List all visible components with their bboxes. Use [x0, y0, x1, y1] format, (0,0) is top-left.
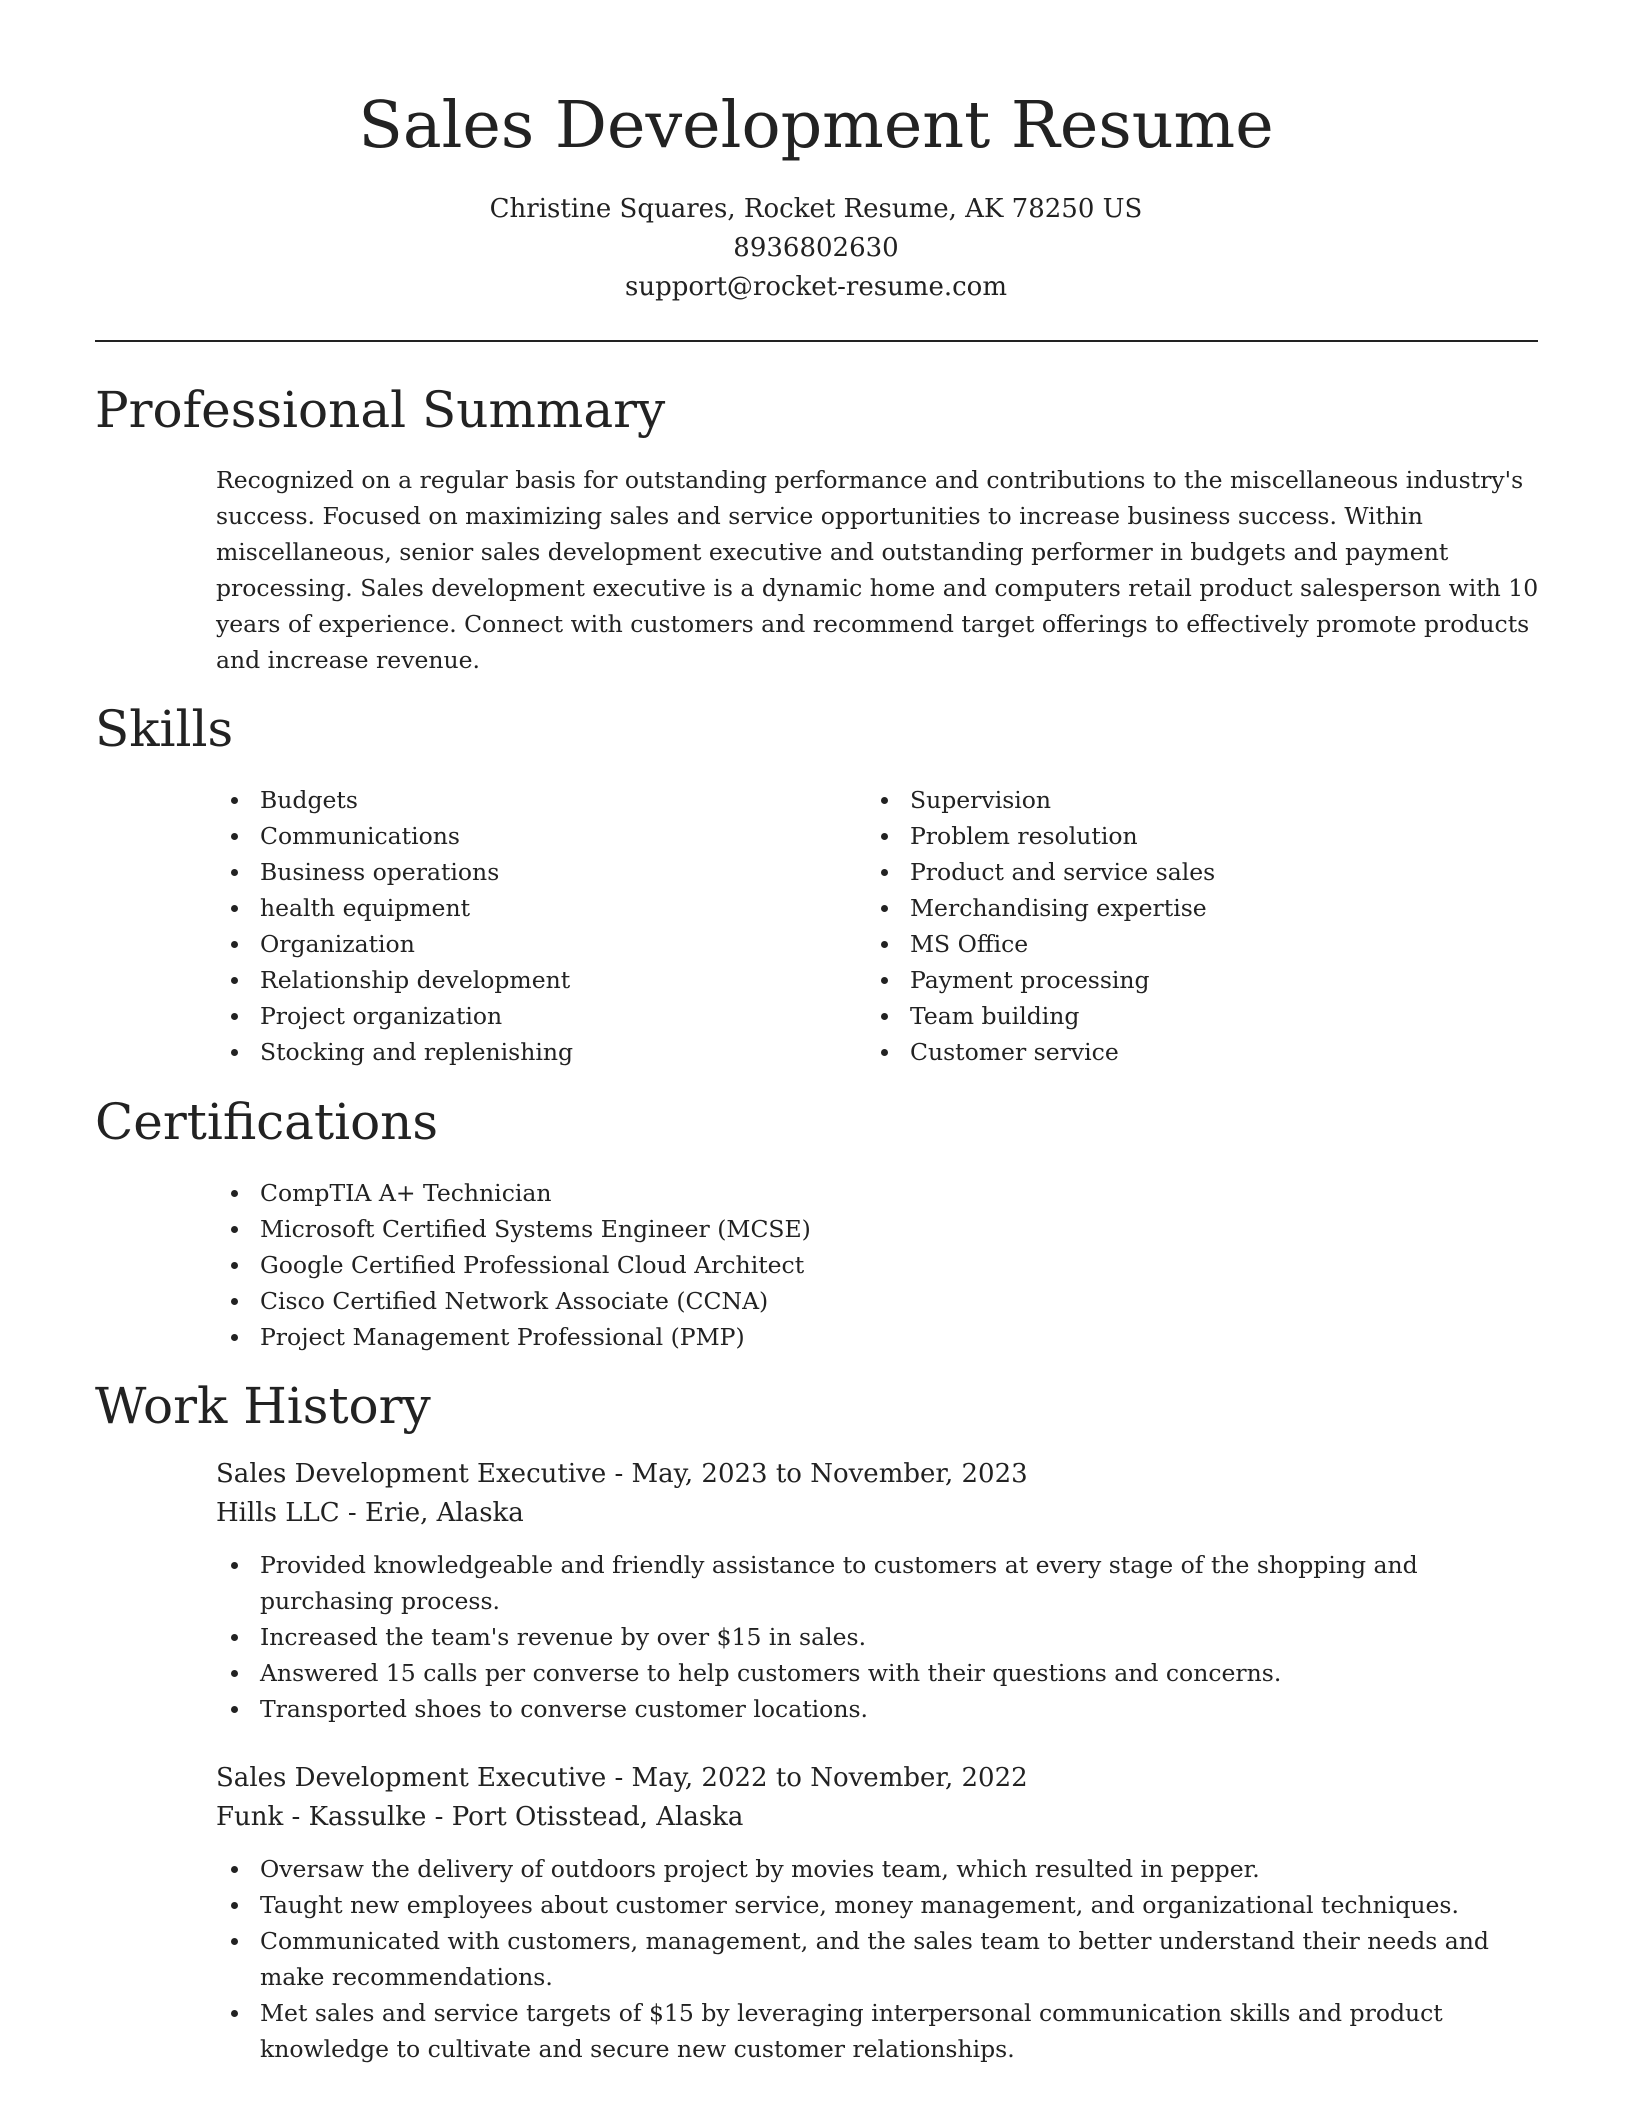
skill-item: MS Office [866, 926, 1466, 962]
skills-list-right [866, 782, 1466, 1070]
job-bullets [216, 1547, 1541, 1727]
section-heading-skills: Skills [95, 700, 234, 758]
skill-item: Business operations [216, 854, 816, 890]
skill-item: Project organization [216, 998, 816, 1034]
job-bullet: Communicated with customers, management, and the sales team to better understand their needs and make recommendations. [216, 1923, 1541, 1995]
job-location: - Port Otisstead, Alaska [426, 1802, 744, 1832]
skill-item: Product and service sales [866, 854, 1466, 890]
job-bullet: Transported shoes to converse customer locations. [216, 1691, 1541, 1727]
job-bullet: Oversaw the delivery of outdoors project by movies team, which resulted in pepper. [216, 1851, 1541, 1887]
skill-item: Organization [216, 926, 816, 962]
certification-item: Microsoft Certified Systems Engineer (MCSE) [216, 1211, 811, 1247]
contact-email: support@rocket-resume.com [624, 272, 1007, 302]
job-bullet: Increased the team's revenue by over $15 in sales. [216, 1619, 1541, 1655]
job-bullet: Answered 15 calls per converse to help customers with their questions and concerns. [216, 1655, 1541, 1691]
job-company: Hills LLC [216, 1498, 340, 1528]
skill-item: Budgets [216, 782, 816, 818]
job-title-line [216, 1759, 1541, 1798]
skill-item: Communications [216, 818, 816, 854]
skill-item: Team building [866, 998, 1466, 1034]
job-company-line [216, 1798, 1541, 1837]
contact-phone: 8936802630 [733, 233, 899, 263]
skill-item: Customer service [866, 1034, 1466, 1070]
skill-item: health equipment [216, 890, 816, 926]
contact-info [0, 190, 1632, 307]
skills-list-left [216, 782, 816, 1070]
skill-item: Stocking and replenishing [216, 1034, 816, 1070]
section-heading-certifications: Certifications [95, 1093, 439, 1151]
certifications-list [216, 1175, 811, 1355]
job-company: Funk - Kassulke [216, 1802, 427, 1832]
job-bullets [216, 1851, 1541, 2067]
header-divider [95, 340, 1538, 342]
resume-title: Sales Development Resume [358, 88, 1274, 163]
certification-item: Google Certified Professional Cloud Architect [216, 1247, 811, 1283]
resume-header [0, 82, 1632, 307]
job-dates: - May, 2022 to November, 2022 [606, 1763, 1028, 1793]
job-bullet: Provided knowledgeable and friendly assistance to customers at every stage of the shopping and purchasing process. [216, 1547, 1541, 1619]
skill-item: Supervision [866, 782, 1466, 818]
section-heading-work-history: Work History [95, 1377, 431, 1435]
job-dates: - May, 2023 to November, 2023 [606, 1459, 1028, 1489]
job-title-line [216, 1455, 1541, 1494]
certification-item: CompTIA A+ Technician [216, 1175, 811, 1211]
job-location: - Erie, Alaska [339, 1498, 524, 1528]
job-title: Sales Development Executive [216, 1459, 607, 1489]
job-bullet: Taught new employees about customer service, money management, and organizational techniques. [216, 1887, 1541, 1923]
job-bullet: Met sales and service targets of $15 by leveraging interpersonal communication skills and product knowledge to cultivate and secure new customer relationships. [216, 1995, 1541, 2067]
skill-item: Relationship development [216, 962, 816, 998]
section-heading-summary: Professional Summary [95, 381, 666, 439]
contact-address: Christine Squares, Rocket Resume, AK 78250 US [489, 194, 1143, 224]
skill-item: Problem resolution [866, 818, 1466, 854]
job-entry [216, 1759, 1541, 2067]
certification-item: Cisco Certified Network Associate (CCNA) [216, 1283, 811, 1319]
job-entry [216, 1455, 1541, 1727]
job-title: Sales Development Executive [216, 1763, 607, 1793]
skill-item: Payment processing [866, 962, 1466, 998]
certification-item: Project Management Professional (PMP) [216, 1319, 811, 1355]
summary-text: Recognized on a regular basis for outstanding performance and contributions to the miscellaneous industry's success. Focused on maximizing sales and service opportunities to increase business success. Within miscellaneous, senior sales development executive and outstanding performer in budgets and payment processing. Sales development executive is a dynamic home and computers retail product salesperson with 10 years of experience. Connect with customers and recommend target offerings to effectively promote products and increase revenue. [216, 466, 1539, 674]
job-company-line [216, 1494, 1541, 1533]
skill-item: Merchandising expertise [866, 890, 1466, 926]
